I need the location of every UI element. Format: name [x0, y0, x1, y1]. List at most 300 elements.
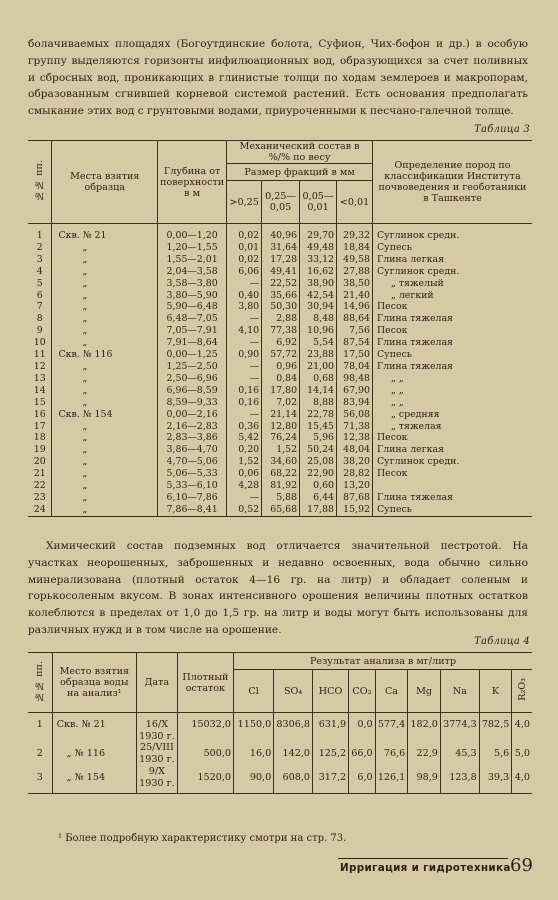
t3-cell-f4: 38,20 — [337, 456, 373, 468]
t3-cell-f2: 17,80 — [262, 385, 300, 397]
t3-cell-f4: 71,38 — [337, 421, 373, 433]
t3-cell-num: 6 — [36, 289, 43, 301]
t4-cell-value: 90,0 — [234, 766, 274, 794]
t3-cell-num: 15 — [33, 396, 46, 408]
t3-cell-def: „ „ — [373, 385, 533, 397]
t4-cell-value: 39,3 — [479, 766, 512, 794]
t4-cell-value: 577,4 — [375, 713, 408, 743]
table-3-caption: Таблица 3 — [474, 124, 530, 135]
t3-row — [28, 397, 532, 409]
t4-cell-value: 142,0 — [274, 742, 313, 765]
t3-cell-def: Супесь — [373, 242, 533, 254]
table-4 — [28, 652, 532, 794]
t3-cell-place: Скв. № 154 — [52, 409, 158, 421]
t4-header-col: Ca — [375, 670, 408, 713]
paragraph-1: болачиваемых площадях (Богоутдинские болота, Суфион, Чих-бофон и др.) в особую группу выделяются горизонты инфилюационных вод, образующихся за счет поливных и сбросных вод, проникающих в глинистые толщи по ходам землероев и макропорам, образованным сгнившей корневой системой растений. Есть основания предполагать смыкание этих вод с грунтовыми водами, приуроченными к песчано-галечной толще. — [28, 38, 528, 118]
t3-cell-f3: 22,78 — [300, 409, 337, 421]
t3-cell-num: 10 — [33, 337, 46, 349]
t4-cell-value: 123,8 — [440, 766, 479, 794]
t3-cell-depth: 1,55—2,01 — [158, 254, 227, 266]
t3-cell-depth: 2,50—6,96 — [158, 373, 227, 385]
t3-cell-f2: 77,38 — [262, 325, 300, 337]
t4-cell-num: 2 — [36, 748, 43, 760]
t3-row — [28, 224, 532, 242]
t3-cell-depth: 3,80—5,90 — [158, 290, 227, 302]
t3-cell-f3: 33,12 — [300, 254, 337, 266]
t3-cell-f2: 2,88 — [262, 313, 300, 325]
footnote: ¹ Более подробную характеристику смотри на стр. 73. — [58, 833, 347, 844]
t3-row — [28, 468, 532, 480]
t3-cell-f2: 7,02 — [262, 397, 300, 409]
t3-cell-f2: 0,84 — [262, 373, 300, 385]
t3-cell-place: „ — [52, 290, 158, 302]
t4-cell-value: 317,2 — [312, 766, 348, 794]
t4-cell-date — [137, 713, 178, 743]
t3-cell-f2: 81,92 — [262, 480, 300, 492]
t3-cell-f4: 14,96 — [337, 301, 373, 313]
t4-header-col: SO₄ — [274, 670, 313, 713]
table-4-caption: Таблица 4 — [474, 636, 530, 647]
t3-cell-num: 17 — [33, 420, 46, 432]
t3-cell-f4: 12,38 — [337, 432, 373, 444]
t3-cell-place: „ — [52, 397, 158, 409]
t3-cell-def: „ тяжелая — [373, 421, 533, 433]
t3-cell-f2: 22,52 — [262, 278, 300, 290]
t3-cell-f1: 3,80 — [227, 301, 262, 313]
t3-cell-f4: 18,84 — [337, 242, 373, 254]
t4-cell-num: 3 — [28, 766, 52, 794]
t3-cell-f1: — — [227, 492, 262, 504]
t4-cell-value: 608,0 — [274, 766, 313, 794]
t3-cell-def: „ „ — [373, 397, 533, 409]
t3-cell-f1: 0,01 — [227, 242, 262, 254]
t3-header-frac: Размер фракций в мм — [227, 164, 373, 181]
t3-cell-f4: 17,50 — [337, 349, 373, 361]
t3-cell-f3: 50,24 — [300, 444, 337, 456]
t3-cell-place: „ — [52, 504, 158, 516]
t4-cell-value: 98,9 — [408, 766, 441, 794]
t3-cell-def: Глина легкая — [373, 254, 533, 266]
t3-cell-depth: 5,06—5,33 — [158, 468, 227, 480]
t3-cell-def — [373, 480, 533, 492]
t3-cell-def: „ тяжелый — [373, 278, 533, 290]
t3-row — [28, 361, 532, 373]
t3-header-place: Места взятия образца — [52, 141, 158, 224]
t3-cell-f1: — — [227, 409, 262, 421]
t3-cell-f3: 22,90 — [300, 468, 337, 480]
t3-cell-f3: 30,94 — [300, 301, 337, 313]
t3-cell-f3: 49,48 — [300, 242, 337, 254]
t3-cell-place: „ — [52, 313, 158, 325]
t3-cell-depth: 0,00—1,20 — [158, 224, 227, 242]
t3-cell-f3: 14,14 — [300, 385, 337, 397]
t3-cell-depth: 6,48—7,05 — [158, 313, 227, 325]
t3-cell-num: 13 — [33, 372, 46, 384]
t3-cell-place: „ — [52, 480, 158, 492]
t3-cell-f2: 5,88 — [262, 492, 300, 504]
t4-cell-value: 5,6 — [479, 742, 512, 765]
t3-cell-f4: 15,92 — [337, 504, 373, 516]
t3-row — [28, 432, 532, 444]
t3-cell-depth: 1,20—1,55 — [158, 242, 227, 254]
t3-cell-def: „ легкий — [373, 290, 533, 302]
t3-cell-place: „ — [52, 468, 158, 480]
t3-row — [28, 504, 532, 516]
t3-cell-def: Песок — [373, 468, 533, 480]
t3-cell-f2: 31,64 — [262, 242, 300, 254]
t3-cell-f4: 21,40 — [337, 290, 373, 302]
t4-cell-value: 8306,8 — [274, 713, 313, 743]
t4-header-col: Mg — [408, 670, 441, 713]
t3-cell-f1: 0,52 — [227, 504, 262, 516]
t3-header-f1: >0,25 — [227, 181, 262, 224]
t4-cell-value: 45,3 — [440, 742, 479, 765]
t3-row — [28, 254, 532, 266]
t3-cell-f1: — — [227, 361, 262, 373]
t3-cell-place: „ — [52, 278, 158, 290]
t3-cell-depth: 7,86—8,41 — [158, 504, 227, 516]
t3-cell-place: „ — [52, 325, 158, 337]
t3-cell-f4: 67,90 — [337, 385, 373, 397]
t3-row — [28, 385, 532, 397]
t3-cell-f4: 13,20 — [337, 480, 373, 492]
t3-cell-f3: 0,68 — [300, 373, 337, 385]
t3-cell-f2: 68,22 — [262, 468, 300, 480]
t3-cell-f4: 83,94 — [337, 397, 373, 409]
t3-row — [28, 337, 532, 349]
t3-cell-f4: 7,56 — [337, 325, 373, 337]
t3-header-f4: <0,01 — [337, 181, 373, 224]
t3-cell-def: Глина тяжелая — [373, 492, 533, 504]
t4-header-col: R₂O₃ — [512, 670, 532, 713]
t3-cell-f4: 87,68 — [337, 492, 373, 504]
t3-cell-num: 8 — [36, 313, 43, 325]
t3-row — [28, 278, 532, 290]
t3-header-def: Определение пород по классификации Института почвоведения и геоботаники в Ташкенте — [373, 141, 533, 224]
t3-cell-f3: 38,90 — [300, 278, 337, 290]
t3-cell-f1: 0,36 — [227, 421, 262, 433]
t3-cell-num: 1 — [36, 230, 43, 241]
t3-cell-def: Супесь — [373, 504, 533, 516]
t3-cell-num: 22 — [33, 480, 46, 492]
t4-date-day: 9/X — [148, 765, 165, 777]
t3-header-mech: Механический состав в %/% по весу — [227, 141, 373, 164]
t3-row — [28, 325, 532, 337]
t3-cell-f2: 40,96 — [262, 224, 300, 242]
t4-cell-place: „ № 154 — [52, 766, 136, 794]
t4-cell-place: Скв. № 21 — [52, 713, 136, 743]
t3-cell-f3: 17,88 — [300, 504, 337, 516]
t4-date-year: 1930 г. — [139, 730, 175, 742]
t4-cell-value: 22,9 — [408, 742, 441, 765]
t4-header-result: Результат анализа в мг/литр — [234, 653, 532, 670]
t4-cell-value: 16,0 — [234, 742, 274, 765]
t3-cell-f1: 5,42 — [227, 432, 262, 444]
t3-cell-depth: 6,96—8,59 — [158, 385, 227, 397]
t3-cell-f3: 5,54 — [300, 337, 337, 349]
t4-cell-value: 76,6 — [375, 742, 408, 765]
t3-cell-depth: 5,33—6,10 — [158, 480, 227, 492]
t3-cell-f1: — — [227, 313, 262, 325]
t3-cell-depth: 1,25—2,50 — [158, 361, 227, 373]
t3-row — [28, 492, 532, 504]
t3-cell-f4: 56,08 — [337, 409, 373, 421]
t3-cell-def: Песок — [373, 301, 533, 313]
t3-cell-f3: 25,08 — [300, 456, 337, 468]
t3-cell-f3: 8,48 — [300, 313, 337, 325]
t3-cell-f3: 0,60 — [300, 480, 337, 492]
t3-cell-f1: 1,52 — [227, 456, 262, 468]
t4-header-date: Дата — [137, 653, 178, 713]
t3-cell-f2: 35,66 — [262, 290, 300, 302]
t3-header-f3: 0,05—0,01 — [300, 181, 337, 224]
t3-cell-f4: 88,64 — [337, 313, 373, 325]
t4-header-num: №№ пп. — [28, 653, 52, 713]
t3-cell-num: 12 — [33, 360, 46, 372]
t3-cell-f3: 23,88 — [300, 349, 337, 361]
t4-header-col: Na — [440, 670, 479, 713]
t3-cell-def: Песок — [373, 432, 533, 444]
t3-cell-f1: 0,90 — [227, 349, 262, 361]
t3-cell-def: Суглинок средн. — [373, 224, 533, 242]
t3-cell-f4: 49,58 — [337, 254, 373, 266]
t3-cell-num: 24 — [28, 504, 52, 516]
t3-cell-f4: 28,82 — [337, 468, 373, 480]
t3-cell-place: „ — [52, 254, 158, 266]
t3-cell-num: 19 — [33, 444, 46, 456]
t3-cell-f3: 6,44 — [300, 492, 337, 504]
t3-cell-f2: 34,60 — [262, 456, 300, 468]
t3-cell-place: „ — [52, 361, 158, 373]
t3-row — [28, 290, 532, 302]
t4-row — [28, 713, 532, 743]
t3-cell-f4: 27,88 — [337, 266, 373, 278]
t3-header-num: №№ пп. — [28, 141, 52, 224]
t4-cell-value: 0,0 — [349, 713, 376, 743]
t3-row — [28, 349, 532, 361]
t3-cell-def: Глина тяжелая — [373, 337, 533, 349]
t3-cell-f1: 0,16 — [227, 385, 262, 397]
t3-header-f2: 0,25—0,05 — [262, 181, 300, 224]
t3-cell-f4: 48,04 — [337, 444, 373, 456]
t4-row — [28, 742, 532, 765]
t3-row — [28, 242, 532, 254]
t3-cell-def: Глина легкая — [373, 444, 533, 456]
t3-cell-num: 7 — [36, 301, 43, 313]
t3-cell-depth: 2,83—3,86 — [158, 432, 227, 444]
t3-cell-f2: 50,30 — [262, 301, 300, 313]
t3-cell-num: 21 — [33, 468, 46, 480]
t4-cell-value: 182,0 — [408, 713, 441, 743]
t3-cell-f4: 98,48 — [337, 373, 373, 385]
t3-cell-place: „ — [52, 385, 158, 397]
t3-cell-f2: 49,41 — [262, 266, 300, 278]
t3-cell-depth: 3,58—3,80 — [158, 278, 227, 290]
t3-cell-num: 5 — [36, 277, 43, 289]
t4-cell-date — [137, 742, 178, 765]
t3-cell-num: 20 — [33, 456, 46, 468]
t4-header-place: Место взятия образца воды на анализ¹ — [52, 653, 136, 713]
t3-cell-num: 2 — [36, 241, 43, 253]
t3-cell-f1: 4,28 — [227, 480, 262, 492]
paragraph-2: Химический состав подземных вод отличается значительной пестротой. На участках неорошенных, заброшенных и недавно освоенных, вода обычно сильно минерализована (плотный остаток 4—16 гр. на литр) и обладает соленым и горькосоленым вкусом. В зонах интенсивного орошения величины плотных остатков колеблются в пределах от 1,0 до 1,5 гр. на литр и воды могут быть использованы для различных нужд и в том числе на орошение. — [28, 540, 528, 636]
t3-body — [28, 224, 532, 517]
t3-cell-depth: 2,16—2,83 — [158, 421, 227, 433]
t3-cell-f1: 0,02 — [227, 224, 262, 242]
t3-cell-place: „ — [52, 242, 158, 254]
t3-cell-depth: 6,10—7,86 — [158, 492, 227, 504]
t4-header-col: Cl — [234, 670, 274, 713]
t4-row — [28, 766, 532, 794]
t3-cell-depth: 4,70—5,06 — [158, 456, 227, 468]
t4-cell-residue: 15032,0 — [177, 713, 233, 743]
t4-cell-value: 5,0 — [512, 742, 532, 765]
t3-cell-f4: 87,54 — [337, 337, 373, 349]
t3-row — [28, 480, 532, 492]
t3-cell-num: 9 — [36, 325, 43, 337]
t3-row — [28, 266, 532, 278]
table-3 — [28, 140, 532, 517]
t3-cell-f2: 12,80 — [262, 421, 300, 433]
page-number: 69 — [510, 855, 533, 876]
t3-cell-f2: 57,72 — [262, 349, 300, 361]
t3-cell-f1: 0,16 — [227, 397, 262, 409]
t4-header-col: HCO — [312, 670, 348, 713]
footer-rule — [338, 858, 508, 859]
t3-cell-depth: 7,91—8,64 — [158, 337, 227, 349]
t4-cell-value: 125,2 — [312, 742, 348, 765]
t3-cell-depth: 3,86—4,70 — [158, 444, 227, 456]
t3-cell-place: „ — [52, 266, 158, 278]
t4-header-residue: Плотный остаток — [177, 653, 233, 713]
t4-header-col: K — [479, 670, 512, 713]
t3-cell-place: „ — [52, 456, 158, 468]
t4-cell-value: 4,0 — [512, 713, 532, 743]
t3-cell-f4: 38,50 — [337, 278, 373, 290]
t4-cell-value: 66,0 — [349, 742, 376, 765]
t3-row — [28, 373, 532, 385]
t3-cell-depth: 7,05—7,91 — [158, 325, 227, 337]
t3-cell-f1: 0,20 — [227, 444, 262, 456]
t3-cell-place: „ — [52, 444, 158, 456]
t3-cell-f1: 4,10 — [227, 325, 262, 337]
t3-row — [28, 301, 532, 313]
t3-row — [28, 444, 532, 456]
t3-cell-f4: 78,04 — [337, 361, 373, 373]
t3-cell-def: „ средняя — [373, 409, 533, 421]
t3-cell-def: „ „ — [373, 373, 533, 385]
t3-cell-f4: 29,32 — [337, 224, 373, 242]
t3-cell-place: „ — [52, 373, 158, 385]
t3-cell-num: 11 — [33, 349, 46, 361]
t3-cell-f3: 29,70 — [300, 224, 337, 242]
t4-cell-value: 126,1 — [375, 766, 408, 794]
t4-cell-residue: 1520,0 — [177, 766, 233, 794]
t4-date-day: 25/VIII — [140, 742, 174, 754]
t3-cell-f3: 5,96 — [300, 432, 337, 444]
t4-cell-num: 1 — [36, 719, 43, 730]
t3-cell-f3: 8,88 — [300, 397, 337, 409]
t4-cell-value: 3774,3 — [440, 713, 479, 743]
t3-cell-place: „ — [52, 492, 158, 504]
t3-cell-f3: 16,62 — [300, 266, 337, 278]
t3-row — [28, 409, 532, 421]
t3-cell-f1: — — [227, 278, 262, 290]
t4-cell-value: 782,5 — [479, 713, 512, 743]
t3-cell-def: Суглинок средн. — [373, 456, 533, 468]
t4-date-day: 16/X — [145, 719, 169, 730]
t3-cell-def: Глина тяжелая — [373, 313, 533, 325]
t3-cell-def: Глина тяжелая — [373, 361, 533, 373]
t3-cell-f1: 6,06 — [227, 266, 262, 278]
t3-cell-place: „ — [52, 432, 158, 444]
t3-cell-place: Скв. № 116 — [52, 349, 158, 361]
t4-cell-residue: 500,0 — [177, 742, 233, 765]
t3-cell-f3: 21,00 — [300, 361, 337, 373]
t3-cell-f1: 0,02 — [227, 254, 262, 266]
t3-cell-place: „ — [52, 421, 158, 433]
t3-header-depth: Глубина от поверхности в м — [158, 141, 227, 224]
t4-date-year: 1930 г. — [139, 777, 175, 789]
t3-cell-f3: 10,96 — [300, 325, 337, 337]
t3-cell-num: 18 — [33, 432, 46, 444]
t4-cell-value: 1150,0 — [234, 713, 274, 743]
t4-header-col: CO₃ — [349, 670, 376, 713]
t3-cell-f3: 15,45 — [300, 421, 337, 433]
t3-cell-f1: 0,06 — [227, 468, 262, 480]
t3-cell-f1: 0,40 — [227, 290, 262, 302]
t3-cell-num: 16 — [33, 408, 46, 420]
t3-cell-def: Песок — [373, 325, 533, 337]
t4-cell-date — [137, 766, 178, 794]
t4-cell-place: „ № 116 — [52, 742, 136, 765]
t3-cell-num: 3 — [36, 253, 43, 265]
t3-cell-def: Супесь — [373, 349, 533, 361]
running-footer: Ирригация и гидротехника — [340, 862, 511, 874]
t3-cell-f2: 0,96 — [262, 361, 300, 373]
t3-cell-f3: 42,54 — [300, 290, 337, 302]
t3-cell-num: 23 — [33, 491, 46, 503]
t3-cell-f2: 17,28 — [262, 254, 300, 266]
t3-cell-depth: 8,59—9,33 — [158, 397, 227, 409]
t3-cell-f1: — — [227, 337, 262, 349]
t4-body — [28, 713, 532, 794]
t3-row — [28, 421, 532, 433]
t3-cell-f2: 21,14 — [262, 409, 300, 421]
t3-cell-f2: 6,92 — [262, 337, 300, 349]
t4-cell-value: 6,0 — [349, 766, 376, 794]
t3-cell-f2: 65,68 — [262, 504, 300, 516]
t3-cell-place: Скв. № 21 — [52, 224, 158, 242]
t4-date-year: 1930 г. — [139, 754, 175, 766]
t3-cell-depth: 0,00—1,25 — [158, 349, 227, 361]
t3-row — [28, 456, 532, 468]
t4-cell-value: 4,0 — [512, 766, 532, 794]
t3-cell-f2: 1,52 — [262, 444, 300, 456]
t4-cell-value: 631,9 — [312, 713, 348, 743]
t3-cell-def: Суглинок средн. — [373, 266, 533, 278]
t3-row — [28, 313, 532, 325]
t3-cell-place: „ — [52, 301, 158, 313]
t3-cell-num: 14 — [33, 384, 46, 396]
t3-cell-depth: 5,90—6,48 — [158, 301, 227, 313]
t3-cell-depth: 2,04—3,58 — [158, 266, 227, 278]
t3-cell-f1: — — [227, 373, 262, 385]
t3-cell-f2: 76,24 — [262, 432, 300, 444]
t3-cell-num: 4 — [36, 265, 43, 277]
t3-cell-depth: 0,00—2,16 — [158, 409, 227, 421]
t3-cell-place: „ — [52, 337, 158, 349]
